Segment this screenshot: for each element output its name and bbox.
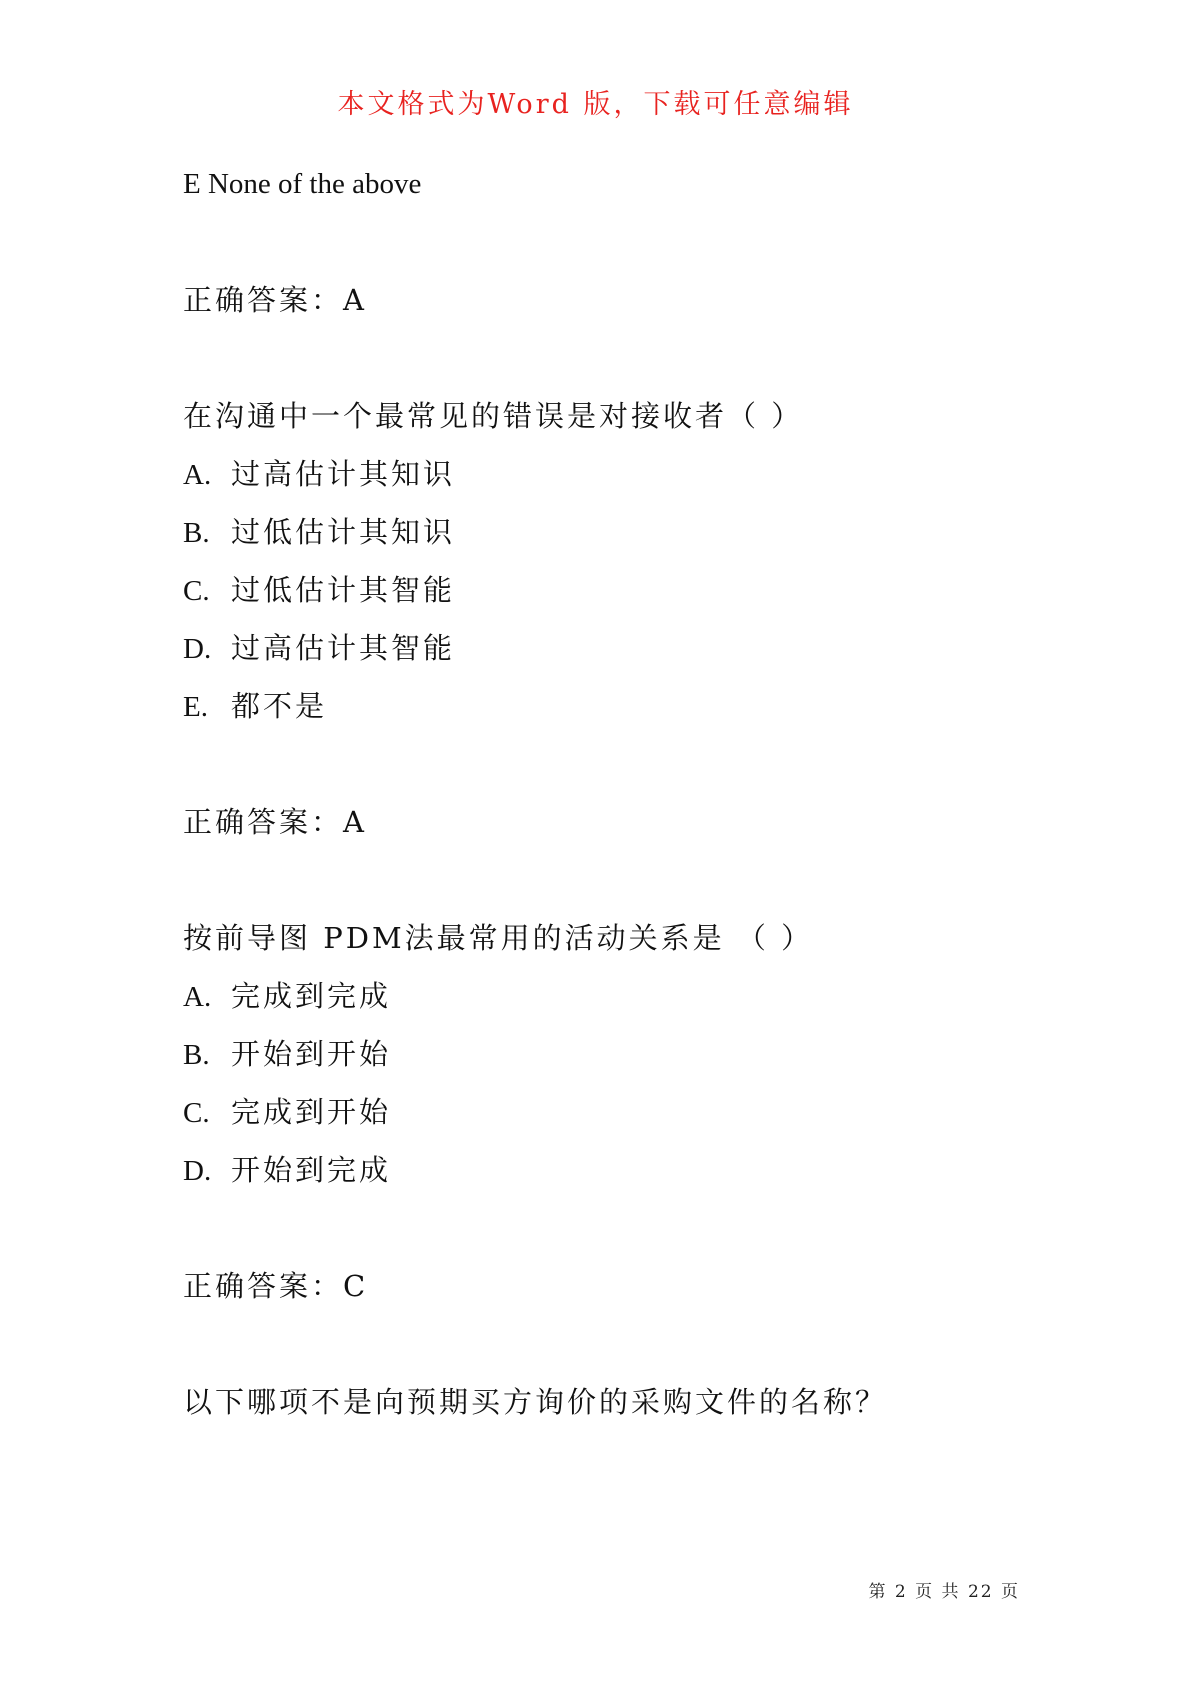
option-letter: B. xyxy=(183,517,210,549)
option-letter: B. xyxy=(183,1039,210,1071)
option-item xyxy=(183,1094,391,1131)
option-item xyxy=(183,1036,391,1073)
option-letter: C. xyxy=(183,575,210,607)
option-text: 过高估计其智能 xyxy=(231,631,456,665)
option-letter: C. xyxy=(183,1097,210,1129)
option-text: 完成到开始 xyxy=(231,1095,392,1129)
correct-answer-3: 正确答案：C xyxy=(183,1269,369,1303)
option-item xyxy=(183,456,455,493)
option-item xyxy=(183,1152,391,1189)
correct-answer-2: 正确答案：A xyxy=(183,805,367,839)
option-text: 过低估计其智能 xyxy=(231,573,456,607)
option-e-text: E None of the above xyxy=(183,168,422,200)
question-text-3: 以下哪项不是向预期买方询价的采购文件的名称？ xyxy=(183,1385,888,1419)
option-letter: A. xyxy=(183,981,212,1013)
option-item xyxy=(183,514,455,551)
option-text: 都不是 xyxy=(231,689,328,723)
option-item xyxy=(183,688,327,725)
question-text-1: 在沟通中一个最常见的错误是对接收者（ ） xyxy=(183,399,804,433)
option-letter: D. xyxy=(183,1155,212,1187)
option-item xyxy=(183,630,455,667)
option-item xyxy=(183,572,455,609)
option-letter: D. xyxy=(183,633,212,665)
option-text: 过低估计其知识 xyxy=(231,515,456,549)
page-number-footer: 第 2 页 共 22 页 xyxy=(868,1582,1020,1602)
question-text-2: 按前导图 PDM法最常用的活动关系是 （ ） xyxy=(183,921,814,955)
correct-answer-1: 正确答案：A xyxy=(183,283,367,317)
option-letter: E. xyxy=(183,691,208,723)
option-letter: A. xyxy=(183,459,212,491)
option-text: 过高估计其知识 xyxy=(231,457,456,491)
option-text: 完成到完成 xyxy=(231,979,392,1013)
page-header-banner: 本文格式为Word 版，下载可任意编辑 xyxy=(337,89,854,120)
option-text: 开始到开始 xyxy=(231,1037,392,1071)
option-item xyxy=(183,978,391,1015)
option-text: 开始到完成 xyxy=(231,1153,392,1187)
